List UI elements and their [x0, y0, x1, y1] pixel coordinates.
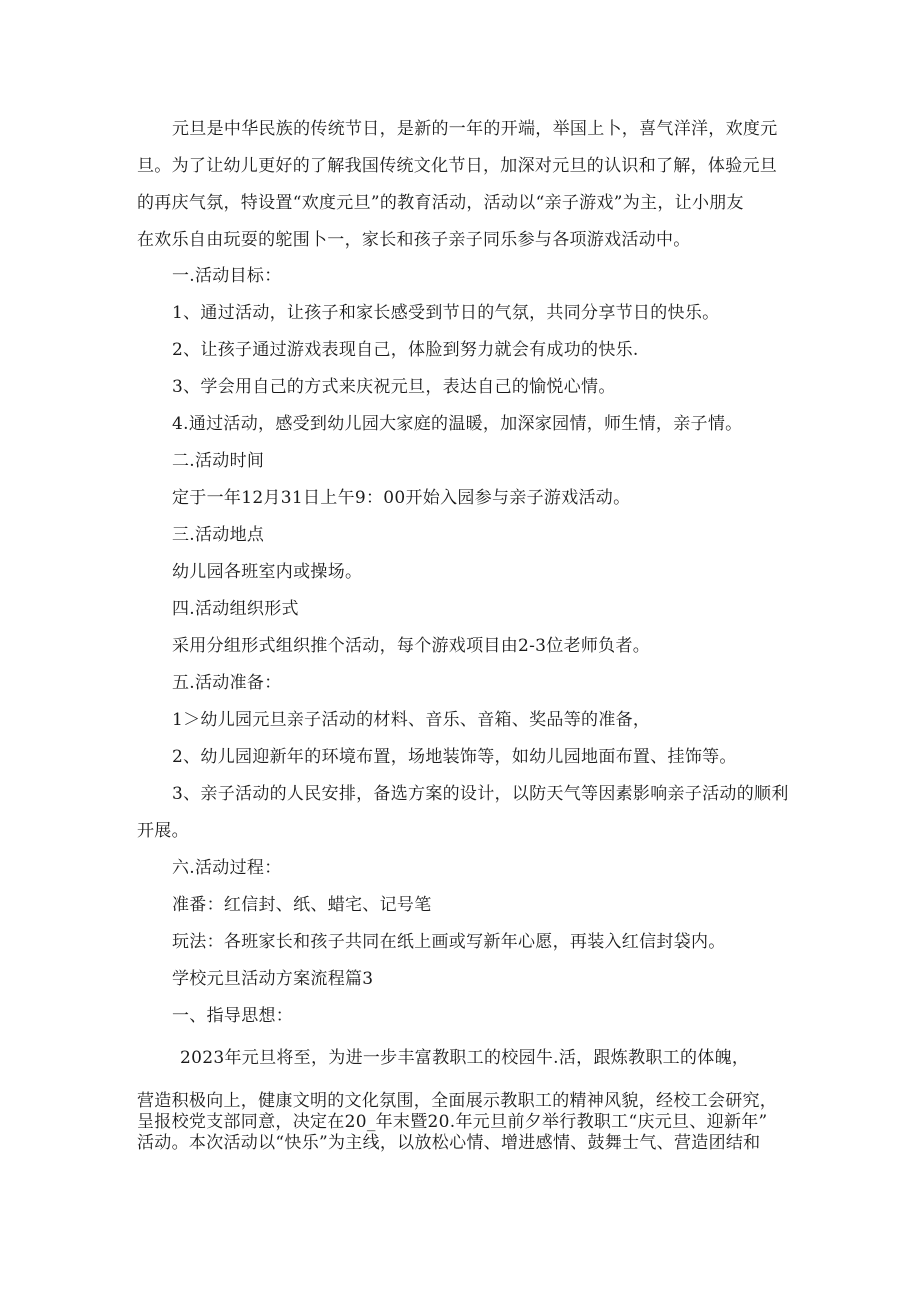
section-heading: 一、指导思想： — [172, 1006, 294, 1026]
section-heading: 五.活动准备： — [172, 673, 282, 693]
paragraph-line: 采用分组形式组织推个活动，每个游戏项目由2-3位老师负者。 — [172, 636, 651, 656]
section-heading: 二.活动时间 — [172, 451, 265, 471]
paragraph-line: 旦。为了让幼儿更好的了解我国传统文化节日，加深对元旦的认识和了解，体验元旦 — [137, 156, 778, 176]
section-heading: 六.活动过程： — [172, 858, 282, 878]
list-item: 4.通过活动，感受到幼儿园大家庭的温暖，加深家园情，师生情，亲子情。 — [172, 414, 743, 434]
paragraph-line: 幼儿园各班室内或操场。 — [172, 562, 363, 582]
list-item: 1、通过活动，让孩子和家长感受到节日的气氛，共同分享节日的快乐。 — [172, 303, 720, 323]
section-heading: 四.活动组织形式 — [172, 599, 299, 619]
paragraph-line: 2023年元旦将至，为进一步丰富教职工的校园牛.活，跟炼教职工的体魄， — [180, 1048, 750, 1068]
paragraph-line: 的再庆气氛，特设置“欢度元旦”的教育活动，活动以“亲子游戏”为主，让小朋友 — [137, 193, 744, 213]
paragraph-line: 活动。本次活动以“快乐”为主线，以放松心情、增进感情、鼓舞士气、营造团结和 — [137, 1133, 761, 1153]
paragraph-line: 营造积极向上，健康文明的文化氛围，全面展示教职工的精神风貌，经校工会研究， — [137, 1091, 778, 1111]
paragraph-line: 元旦是中华民族的传统节日，是新的一年的开端，举国上卜，喜气洋洋，欢度元 — [172, 119, 778, 139]
paragraph-line: 在欢乐自由玩耍的鸵围卜一，家长和孩子亲子同乐参与各项游戏活动中。 — [137, 230, 691, 250]
paragraph-line: 开展。 — [137, 821, 189, 841]
section-heading: 三.活动地点 — [172, 525, 265, 545]
list-item: 3、学会用自己的方式来庆祝元旦，表达自己的愉悦心情。 — [172, 377, 616, 397]
paragraph-line: 呈报校党支部同意，决定在20_年末暨20.年元旦前夕举行教职工“庆元旦、迎新年” — [137, 1112, 768, 1132]
article-title: 学校元旦活动方案流程篇3 — [172, 969, 374, 989]
list-item: 2、让孩子通过游戏表现自己，体脸到努力就会有成功的快乐. — [172, 340, 639, 360]
list-item: 1＞幼儿园元旦亲子活动的材料、音乐、音箱、奖品等的准备， — [172, 710, 651, 730]
list-item: 2、幼儿园迎新年的环境布置，场地装饰等，如幼儿园地面布置、挂饰等。 — [172, 747, 737, 767]
paragraph-line: 玩法：各班家长和孩子共同在纸上画或写新年心愿，再装入红信封袋内。 — [172, 932, 726, 952]
list-item: 3、亲子活动的人民安排，备选方案的设计，以防天气等因素影响亲子活动的顺利 — [172, 784, 789, 804]
paragraph-line: 定于一年12月31日上午9：00开始入园参与亲子游戏活动。 — [172, 488, 631, 508]
section-heading: 一.活动目标： — [172, 266, 282, 286]
paragraph-line: 准番：红信封、纸、蜡宅、记号笔 — [172, 895, 432, 915]
